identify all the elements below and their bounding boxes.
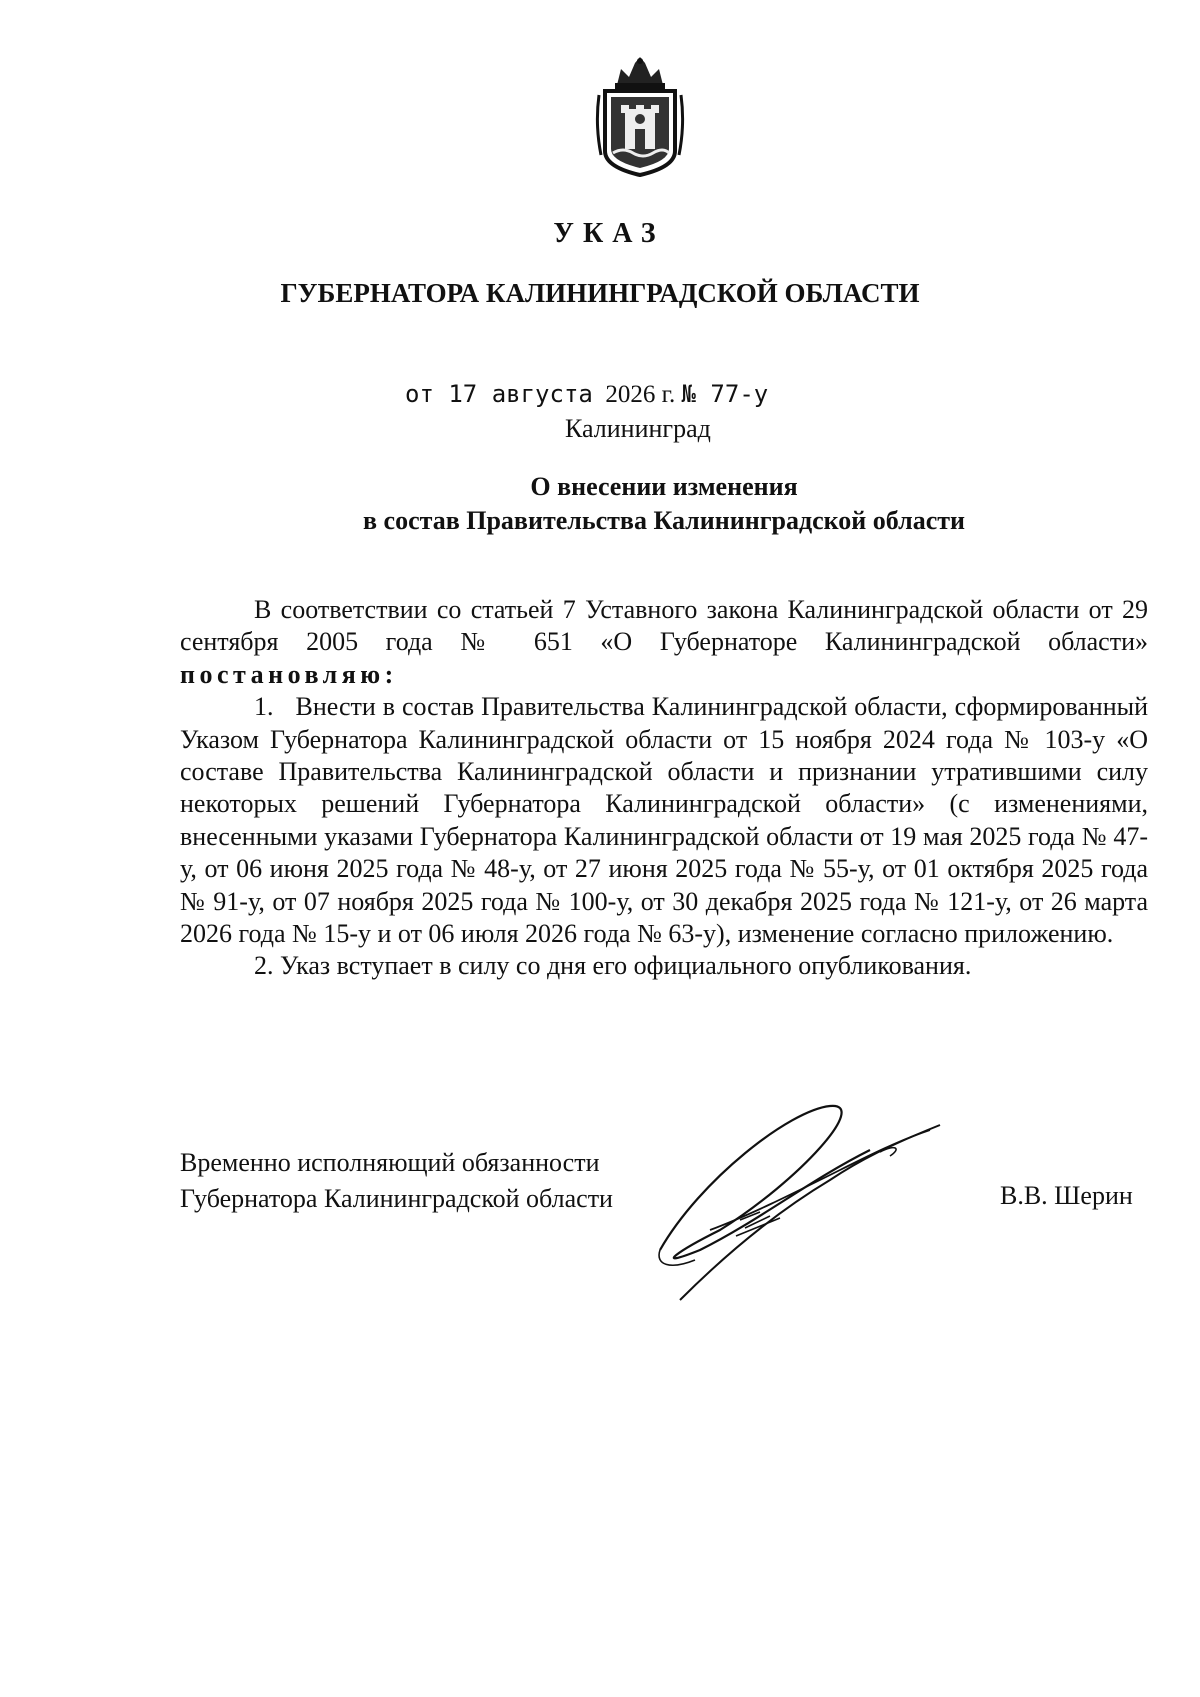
item-1-text: Внести в состав Правительства Калининградской области, сформированный Указом Губернатора Калининградской области от 15 ноября 2024 года № 103-у «О составе Правительства Калининградской области и признании утратившими силу некоторых решений Губернатора Калининградской области» (с изменениями, внесенными указами Губернатора Калининградской области от 19 мая 2025 года № 47-у, от 06 июня 2025 года № 48-у, от 27 июня 2025 года № 55-у, от 01 октября 2025 года № 91-у, от 07 ноября 2025 года № 100-у, от 30 декабря 2025 года № 121-у, от 26 марта 2026 года № 15-у и от 06 июля 2026 года № 63-у), изменение согласно приложению. <box>180 692 1148 949</box>
coat-of-arms-icon <box>595 55 685 181</box>
signatory-position-line-2: Губернатора Калининградской области <box>180 1184 613 1213</box>
signatory-position-line-1: Временно исполняющий обязанности <box>180 1148 600 1177</box>
decree-year: 2026 г. <box>605 381 676 408</box>
decree-number: № 77-у <box>681 380 769 408</box>
handwritten-signature <box>640 1100 970 1330</box>
subject-line-1: О внесении изменения <box>530 472 798 501</box>
intro-paragraph <box>180 594 1148 691</box>
item-1-paragraph <box>180 691 1148 950</box>
decree-body <box>180 594 1148 983</box>
document-type-heading: УКАЗ <box>553 218 665 249</box>
decree-word: постановляю: <box>180 659 398 689</box>
signatory-name: В.В. Шерин <box>1000 1181 1133 1210</box>
city: Калининград <box>565 414 711 443</box>
signatory-position <box>180 1145 613 1217</box>
decree-subject <box>0 470 1200 538</box>
date-number-line <box>405 380 768 409</box>
issuer-heading: ГУБЕРНАТОРА КАЛИНИНГРАДСКОЙ ОБЛАСТИ <box>280 278 920 308</box>
item-1-number: 1. <box>254 692 274 722</box>
intro-text: В соответствии со статьей 7 Уставного закона Калининградской области от 29 сентября 2005 года № 651 «О Губернаторе Калининградской области» <box>180 595 1148 657</box>
subject-line-2: в состав Правительства Калининградской области <box>362 506 965 535</box>
item-2-paragraph: 2. Указ вступает в силу со дня его официального опубликования. <box>254 951 972 981</box>
decree-date: от 17 августа <box>405 380 593 408</box>
